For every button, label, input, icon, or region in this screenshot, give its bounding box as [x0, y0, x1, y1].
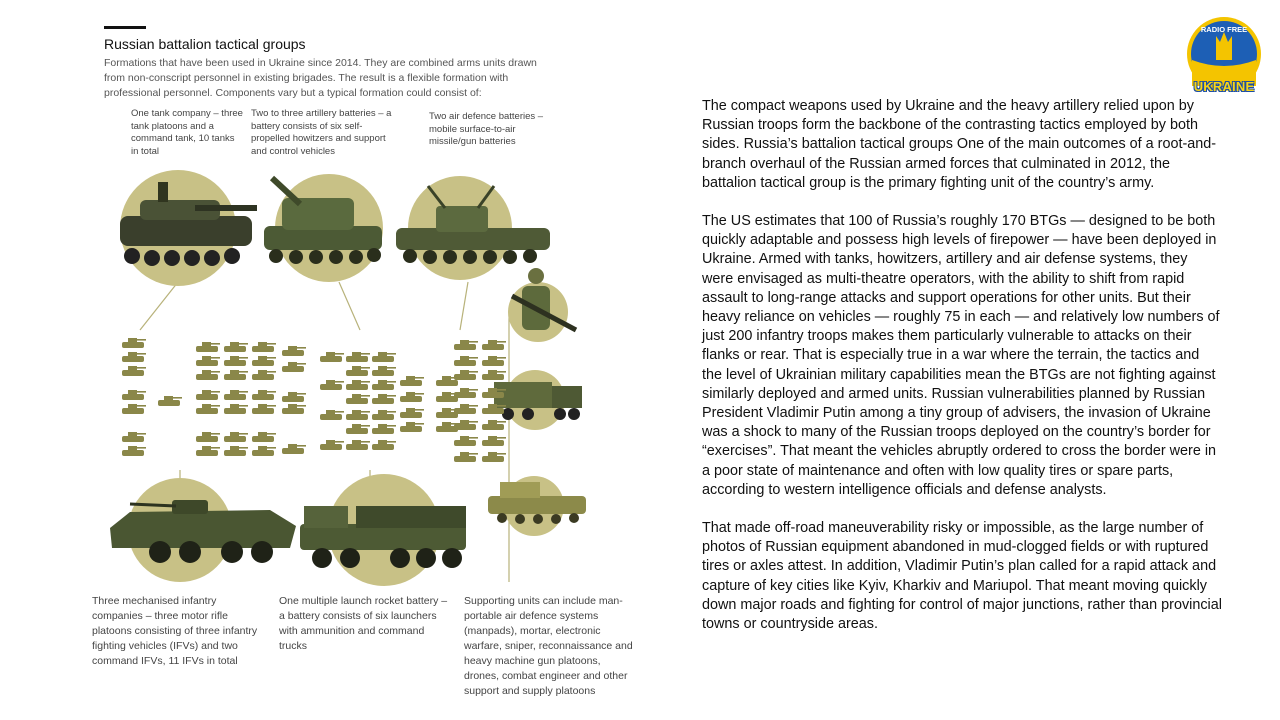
- vehicle-silhouette-icon: [224, 390, 248, 400]
- vehicle-silhouette-icon: [482, 420, 506, 430]
- vehicle-silhouette-icon: [196, 390, 220, 400]
- vehicle-silhouette-icon: [252, 446, 276, 456]
- vehicle-silhouette-icon: [454, 420, 478, 430]
- vehicle-silhouette-icon: [224, 404, 248, 414]
- article-paragraph-3: That made off-road maneuverability risky or impossible, as the large number of photos of Russian equipment abandoned in mud-clogged fields or with ruptured tires or axles attest. In addition, Vladimir Putin’s plan called for a rapid attack and capture of key cities like Kyiv, Kharkiv and Mariupol. That meant moving quickly down major roads and fighting for control of major junctions, rather than provincial towns or countryside areas.: [702, 520, 1222, 633]
- vehicle-silhouette-icon: [346, 366, 370, 376]
- infographic-title: Russian battalion tactical groups: [104, 36, 306, 52]
- logo-top-text: RADIO FREE: [1200, 25, 1248, 34]
- vehicle-silhouette-icon: [252, 356, 276, 366]
- vehicle-silhouette-icon: [320, 380, 344, 390]
- vehicle-silhouette-icon: [224, 342, 248, 352]
- vehicle-silhouette-icon: [346, 380, 370, 390]
- vehicle-silhouette-icon: [400, 376, 424, 386]
- vehicle-silhouette-icon: [196, 404, 220, 414]
- vehicle-silhouette-icon: [372, 366, 396, 376]
- vehicle-silhouette-icon: [482, 452, 506, 462]
- vehicle-silhouette-icon: [372, 394, 396, 404]
- engineer-vehicle-icon: [488, 482, 586, 524]
- vehicle-silhouette-icon: [122, 446, 146, 456]
- vehicle-silhouette-icon: [372, 424, 396, 434]
- vehicle-silhouette-icon: [252, 390, 276, 400]
- vehicle-silhouette-icon: [372, 440, 396, 450]
- vehicle-silhouette-icon: [122, 366, 146, 376]
- vehicle-silhouette-icon: [482, 436, 506, 446]
- caption-infantry-companies: Three mechanised infantry companies – three motor rifle platoons consisting of three infantry fighting vehicles (IFVs) and two command IFVs, 11 IFVs in total: [92, 595, 258, 667]
- vehicle-silhouette-icon: [454, 436, 478, 446]
- vehicle-silhouette-icon: [482, 340, 506, 350]
- article-paragraph-1: The compact weapons used by Ukraine and the heavy artillery relied upon by Russian troops form the backbone of the contrasting tactics employed by both sides. Russia’s battalion tactical groups One of the main outcomes of a root-and-branch overhaul of the Russian armed forces that culminated in 2012, the battalion tactical group is the primary fighting unit of the country’s army.: [702, 98, 1217, 191]
- caption-artillery-batteries: Two to three artillery batteries – a battery consists of six self-propelled howitzers and support and control vehicles: [251, 108, 392, 157]
- vehicle-silhouette-icon: [282, 444, 306, 454]
- vehicle-silhouette-icon: [196, 356, 220, 366]
- vehicle-silhouette-icon: [252, 432, 276, 442]
- caption-supporting-units: Supporting units can include man-portable air defence systems (manpads), mortar, electronic warfare, sniper, reconnaissance and heavy machine gun platoons, drones, combat engineer and other support and supply platoons: [464, 595, 633, 697]
- vehicle-silhouette-icon: [252, 404, 276, 414]
- vehicle-silhouette-icon: [346, 424, 370, 434]
- vehicle-silhouette-icon: [196, 432, 220, 442]
- vehicle-silhouette-icon: [482, 404, 506, 414]
- vehicle-silhouette-icon: [282, 346, 306, 356]
- logo-bottom-text: UKRAINE: [1193, 79, 1255, 94]
- vehicle-silhouette-icon: [320, 440, 344, 450]
- vehicle-silhouette-icon: [346, 352, 370, 362]
- vehicle-silhouette-icon: [400, 422, 424, 432]
- vehicle-silhouette-icon: [282, 362, 306, 372]
- vehicle-silhouette-icon: [122, 432, 146, 442]
- vehicle-silhouette-icon: [320, 352, 344, 362]
- caption-rocket-battery: One multiple launch rocket battery – a battery consists of six launchers with ammunition and command trucks: [279, 595, 448, 652]
- vehicle-silhouette-icon: [482, 356, 506, 366]
- vehicle-silhouette-icon: [282, 404, 306, 414]
- article-body: [702, 97, 1222, 653]
- vehicle-silhouette-icon: [282, 392, 306, 402]
- vehicle-silhouette-icon: [122, 390, 146, 400]
- vehicle-silhouette-icon: [372, 410, 396, 420]
- vehicle-silhouette-icon: [196, 342, 220, 352]
- vehicle-silhouette-icon: [346, 410, 370, 420]
- vehicle-silhouette-icon: [482, 388, 506, 398]
- vehicle-silhouette-icon: [196, 446, 220, 456]
- vehicle-silhouette-icon: [454, 356, 478, 366]
- vehicle-silhouette-icon: [196, 370, 220, 380]
- vehicle-silhouette-icon: [224, 446, 248, 456]
- vehicle-silhouette-icon: [346, 440, 370, 450]
- vehicle-silhouette-icon: [454, 404, 478, 414]
- vehicle-silhouette-icon: [122, 338, 146, 348]
- vehicle-silhouette-icon: [158, 396, 182, 406]
- vehicle-silhouette-icon: [224, 370, 248, 380]
- caption-tank-company: One tank company – three tank platoons and a command tank, 10 tanks in total: [131, 108, 243, 157]
- vehicle-silhouette-icon: [400, 392, 424, 402]
- vehicle-silhouette-icon: [122, 352, 146, 362]
- vehicle-silhouette-icon: [320, 410, 344, 420]
- caption-air-defence: Two air defence batteries – mobile surface-to-air missile/gun batteries: [429, 111, 544, 147]
- vehicle-silhouette-icon: [224, 432, 248, 442]
- infographic-subtitle: Formations that have been used in Ukraine since 2014. They are combined arms units drawn from non-conscript personnel in existing brigades. The result is a flexible formation with professional personnel. Components vary but a typical formation could consist of:: [104, 57, 537, 99]
- article-paragraph-2: The US estimates that 100 of Russia’s roughly 170 BTGs — designed to be both quickly adaptable and possess high levels of firepower — have been deployed in Ukraine. Armed with tanks, howitzers, artillery and air defense systems, they were envisaged as multi-theatre operators, with the ability to shift from rapid assault to long-range attacks and support operations for other units. But their heavy reliance on vehicles — roughly 75 in each — and relatively low numbers of just 200 infantry troops makes them particularly vulnerable to attacks on their flanks or rear. That is especially true in a war where the terrain, the tactics and the level of Ukrainian military capabilities mean the BTGs are not fighting against similarly deployed and armed units. Russian vulnerabilities planned by Russian President Vladimir Putin among a tiny group of advisers, the invasion of Ukraine was a shock to many of the Russian troops deployed on the country’s border for “exercises”. That meant the vehicles abruptly ordered to cross the border were in a poor state of maintenance and often with low quality tires or spare parts, according to western intelligence officials and defense analysts.: [702, 213, 1220, 498]
- vehicle-icon-grid: [122, 338, 506, 462]
- vehicle-silhouette-icon: [454, 388, 478, 398]
- vehicle-silhouette-icon: [454, 452, 478, 462]
- vehicle-silhouette-icon: [372, 352, 396, 362]
- vehicle-silhouette-icon: [454, 340, 478, 350]
- vehicle-silhouette-icon: [122, 404, 146, 414]
- vehicle-silhouette-icon: [372, 380, 396, 390]
- vehicle-silhouette-icon: [482, 370, 506, 380]
- vehicle-silhouette-icon: [252, 342, 276, 352]
- vehicle-silhouette-icon: [252, 370, 276, 380]
- vehicle-silhouette-icon: [400, 408, 424, 418]
- vehicle-silhouette-icon: [224, 356, 248, 366]
- vehicle-silhouette-icon: [346, 394, 370, 404]
- vehicle-silhouette-icon: [454, 370, 478, 380]
